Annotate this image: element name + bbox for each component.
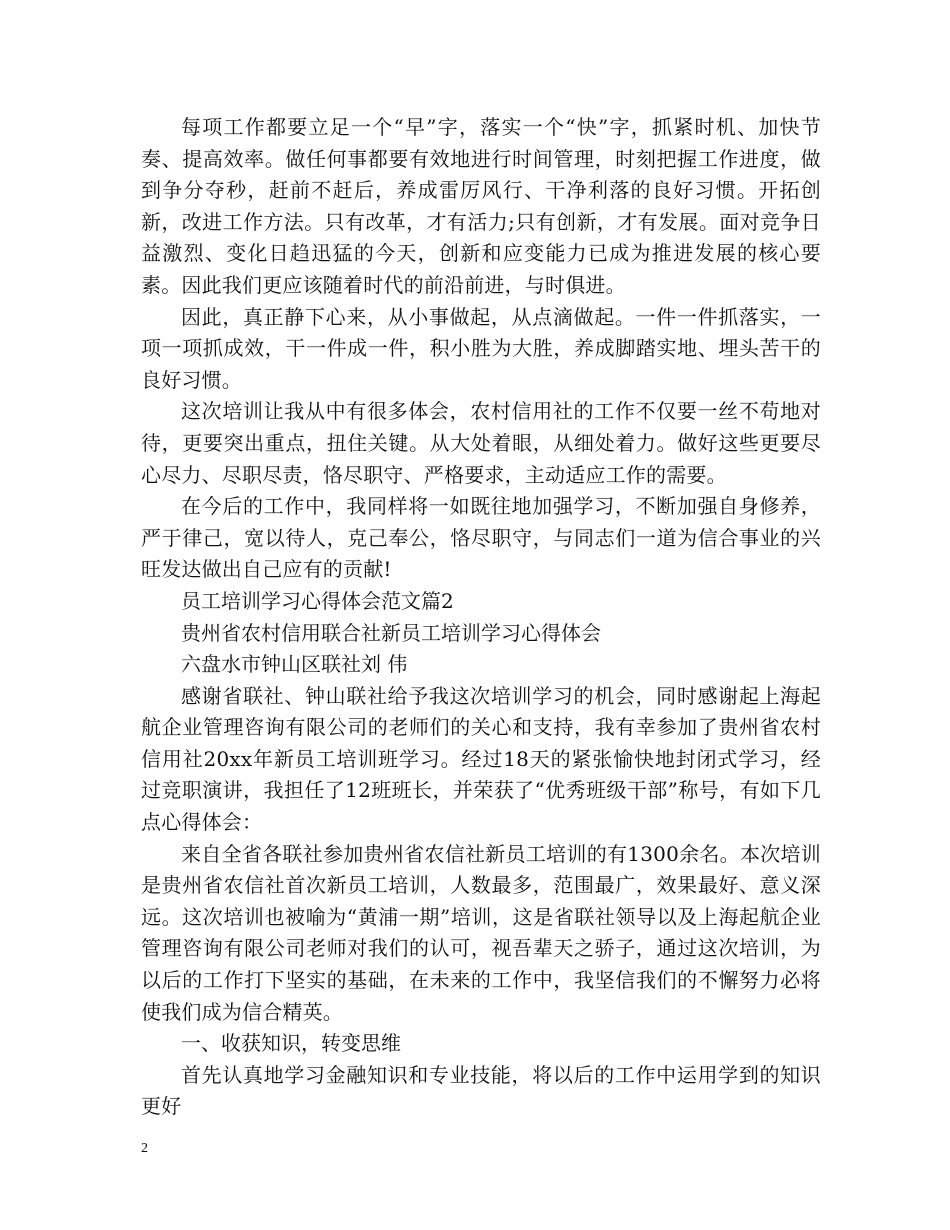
paragraph-future-work: 在今后的工作中，我同样将一如既往地加强学习，不断加强自身修养，严于律己，宽以待人，克己奉公，恪尽职守，与同志们一道为信合事业的兴旺发达做出自己应有的贡献! — [141, 494, 821, 582]
paragraph-study-finance: 首先认真地学习金融知识和专业技能，将以后的工作中运用学到的知识更好 — [141, 1062, 821, 1119]
section-heading-knowledge: 一、收获知识，转变思维 — [181, 1031, 401, 1056]
author-line: 六盘水市钟山区联社刘 伟 — [181, 652, 408, 677]
paragraph-training-experience: 这次培训让我从中有很多体会，农村信用社的工作不仅要一丝不苟地对待，更要突出重点，扭住关键。从大处着眼，从细处着力。做好这些更要尽心尽力、尽职尽责，恪尽职守、严格要求，主动适应工作的需要。 — [141, 399, 821, 487]
article-title-2: 员工培训学习心得体会范文篇2 — [181, 588, 454, 613]
page-number: 2 — [141, 1141, 148, 1156]
document-page — [141, 112, 821, 1123]
paragraph-work-efficiency: 每项工作都要立足一个“早”字，落实一个“快”字，抓紧时机、加快节奏、提高效率。做任何事都要有效地进行时间管理，时刻把握工作进度，做到争分夺秒，赶前不赶后，养成雷厉风行、干净利落的良好习惯。开拓创新，改进工作方法。只有改革，才有活力;只有创新，才有发展。面对竞争日益激烈、变化日趋迅猛的今天，创新和应变能力已成为推进发展的核心要素。因此我们更应该随着时代的前沿前进，与时俱进。 — [141, 115, 821, 297]
paragraph-thanks: 感谢省联社、钟山联社给予我这次培训学习的机会，同时感谢起上海起航企业管理咨询有限公司的老师们的关心和支持，我有幸参加了贵州省农村信用社20xx年新员工培训班学习。经过18天的紧张愉快地封闭式学习，经过竞职演讲，我担任了12班班长，并荣获了“优秀班级干部”称号，有如下几点心得体会： — [141, 683, 821, 835]
article-subtitle: 贵州省农村信用联合社新员工培训学习心得体会 — [181, 620, 601, 645]
paragraph-training-overview: 来自全省各联社参加贵州省农信社新员工培训的有1300余名。本次培训是贵州省农信社首次新员工培训，人数最多，范围最广，效果最好、意义深远。这次培训也被喻为“黄浦一期”培训，这是省联社领导以及上海起航企业管理咨询有限公司老师对我们的认可，视吾辈天之骄子，通过这次培训，为以后的工作打下坚实的基础，在未来的工作中，我坚信我们的不懈努力必将使我们成为信合精英。 — [141, 841, 821, 1024]
paragraph-start-small: 因此，真正静下心来，从小事做起，从点滴做起。一件一件抓落实，一项一项抓成效，干一件成一件，积小胜为大胜，养成脚踏实地、埋头苦干的良好习惯。 — [141, 304, 821, 392]
